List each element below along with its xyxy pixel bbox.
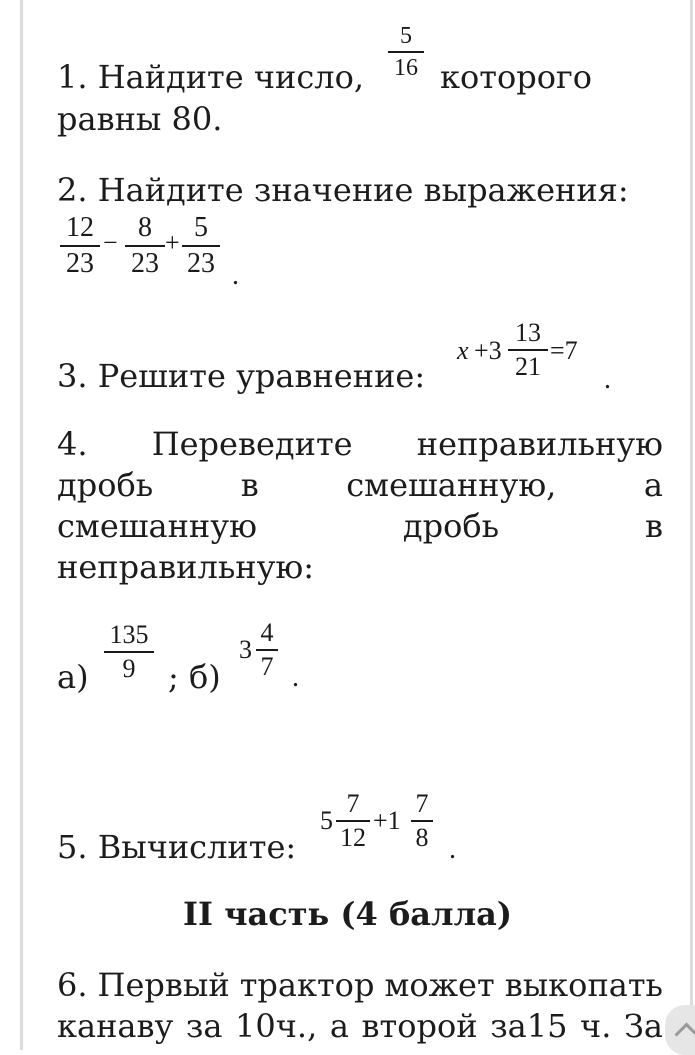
q4-line3 xyxy=(57,506,663,547)
q5-f2-denominator: 8 xyxy=(415,823,429,852)
q2-fraction-3 xyxy=(182,214,220,278)
q4-word: в xyxy=(240,466,259,504)
q3-plus-whole: +3 xyxy=(474,336,502,365)
fraction-bar xyxy=(256,649,278,651)
fraction-bar xyxy=(388,51,424,53)
q6-word: за15 xyxy=(490,1007,568,1045)
q4-word: неправильную xyxy=(416,425,663,463)
q6-line2 xyxy=(57,1006,663,1047)
q5-plus-whole: +1 xyxy=(373,806,401,835)
q4-word: 4. xyxy=(57,425,88,463)
q2-fraction-2 xyxy=(125,214,165,278)
q4-word: дробь xyxy=(402,507,500,545)
q2-period: . xyxy=(232,260,239,291)
q6-word: трактор xyxy=(239,966,375,1004)
q4-b-label: ; б) xyxy=(168,658,221,696)
q5-period: . xyxy=(449,834,456,865)
q6-word: Первый xyxy=(97,966,230,1004)
left-page-edge xyxy=(20,0,23,1050)
q3-denominator: 21 xyxy=(515,352,541,381)
q3-numerator: 13 xyxy=(515,318,541,347)
q3-period: . xyxy=(604,364,611,395)
q4-line2 xyxy=(57,465,663,506)
q3-text: 3. Решите уравнение: xyxy=(57,357,426,395)
q4-word: в xyxy=(644,507,663,545)
q6-word: ч. xyxy=(580,1007,612,1045)
q2-plus: + xyxy=(165,228,180,257)
q6-word: За xyxy=(623,1007,663,1045)
q4-a-fraction xyxy=(104,622,154,682)
q4-period: . xyxy=(292,662,299,693)
fraction-bar xyxy=(508,349,548,351)
q4-a-denominator: 9 xyxy=(122,654,136,683)
q1-suffix: которого xyxy=(440,58,593,96)
q2-f2-numerator: 8 xyxy=(138,212,152,243)
q5-f2-numerator: 7 xyxy=(415,789,429,818)
fraction-bar xyxy=(411,820,433,822)
q2-text: 2. Найдите значение выражения: xyxy=(57,171,629,209)
fraction-bar xyxy=(104,651,154,653)
q1-prefix: 1. Найдите число, xyxy=(57,58,365,96)
q4-a-numerator: 135 xyxy=(109,620,149,649)
q6-word: может xyxy=(384,966,495,1004)
q5-text: 5. Вычислите: xyxy=(57,828,297,866)
q5-f1-denominator: 12 xyxy=(340,823,366,852)
q4-b-whole: 3 xyxy=(239,635,252,664)
q3-equals: =7 xyxy=(550,336,578,365)
q6-word: 10ч., xyxy=(235,1007,318,1045)
q2-minus: − xyxy=(103,228,118,257)
q4-word: а xyxy=(643,466,663,504)
q2-f3-numerator: 5 xyxy=(194,212,208,243)
q6-word: канаву xyxy=(57,1007,174,1045)
q2-f2-denominator: 23 xyxy=(131,248,159,279)
q1-line1 xyxy=(57,57,364,97)
q4-a-label: а) xyxy=(57,658,89,696)
q1-line2: равны 80. xyxy=(57,100,223,138)
q4-word: смешанную xyxy=(57,507,257,545)
part2-heading: II часть (4 балла) xyxy=(182,895,513,933)
q3-variable: x xyxy=(457,336,469,365)
q6-word: а xyxy=(329,1007,349,1045)
q6-word: второй xyxy=(361,1007,478,1045)
q4-b-fraction xyxy=(256,620,278,680)
q5-f1-numerator: 7 xyxy=(346,789,360,818)
fraction-bar xyxy=(125,245,165,247)
q4-word: дробь xyxy=(57,466,154,504)
q6-line1 xyxy=(57,965,663,1006)
fraction-bar xyxy=(60,245,100,247)
q2-fraction-1 xyxy=(60,214,100,278)
scroll-up-button[interactable] xyxy=(665,1005,695,1055)
q1-denominator: 16 xyxy=(394,55,418,81)
q4-line4: неправильную: xyxy=(57,548,315,586)
q3-fraction xyxy=(508,320,548,380)
q4-b-denominator: 7 xyxy=(260,652,274,681)
q4-word: смешанную, xyxy=(346,466,557,504)
q5-fraction-1 xyxy=(336,791,370,851)
q4-b-numerator: 4 xyxy=(260,618,274,647)
q1-fraction xyxy=(388,24,424,80)
q1-numerator: 5 xyxy=(400,23,412,49)
fraction-bar xyxy=(336,820,370,822)
q5-whole-1: 5 xyxy=(320,806,333,835)
fraction-bar xyxy=(182,245,220,247)
q6-word: 6. xyxy=(57,966,88,1004)
q4-word: Переведите xyxy=(151,425,353,463)
q6-word: выкопать xyxy=(504,966,663,1004)
q6-word: за xyxy=(185,1007,223,1045)
q2-f1-numerator: 12 xyxy=(66,212,94,243)
chevron-up-icon xyxy=(674,1022,695,1046)
q5-fraction-2 xyxy=(411,791,433,851)
right-page-edge xyxy=(690,0,693,1050)
q2-f1-denominator: 23 xyxy=(66,248,94,279)
q2-f3-denominator: 23 xyxy=(187,248,215,279)
q4-line1 xyxy=(57,424,663,465)
